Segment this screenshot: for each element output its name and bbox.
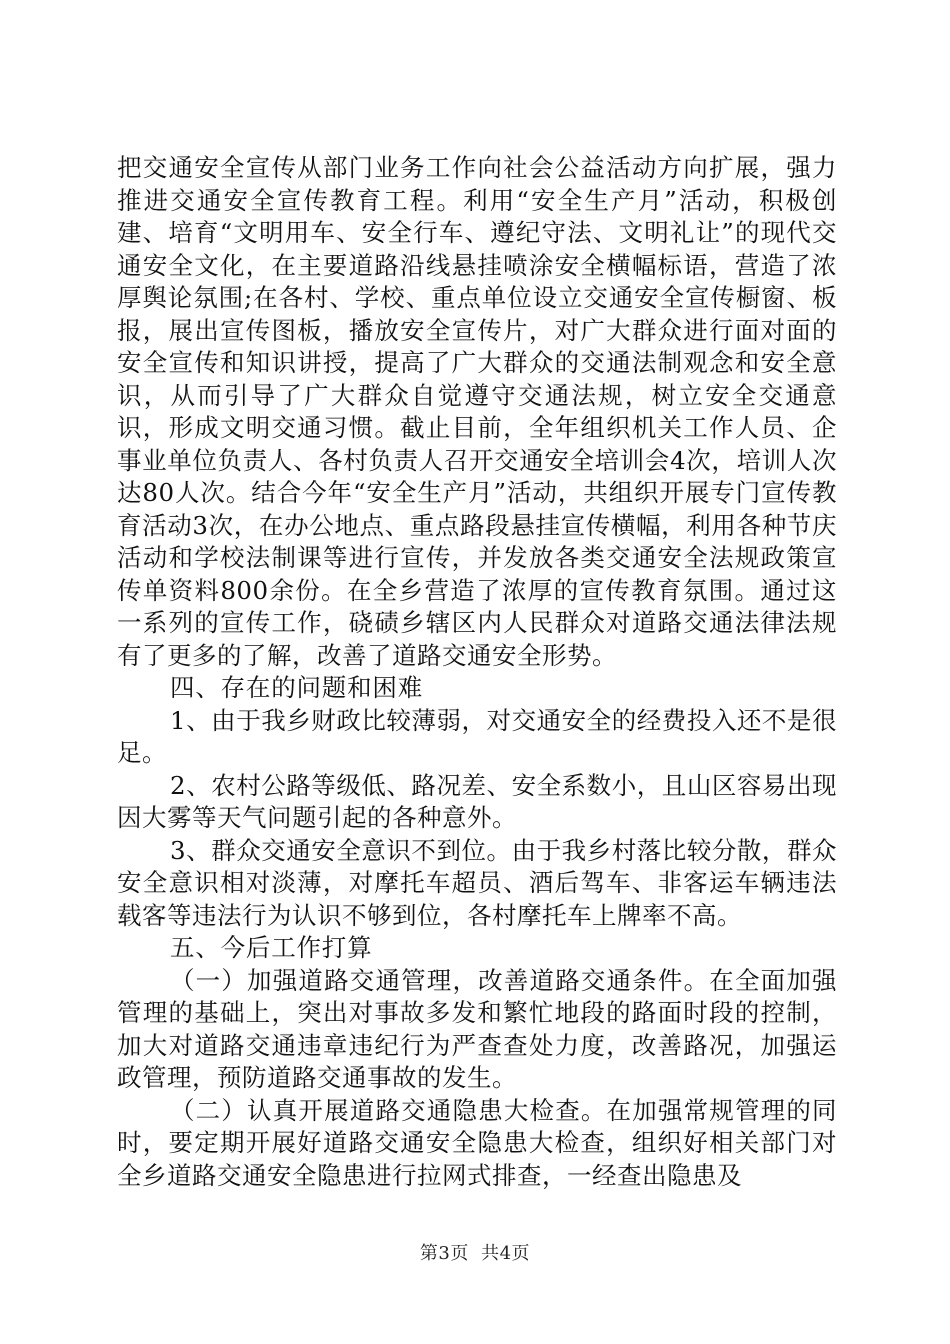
section-heading-plans: 五、今后工作打算 [170, 933, 373, 962]
document-body [117, 152, 837, 1192]
page-number-current: 第3页 [419, 1243, 469, 1264]
list-item-problem-1: 1、由于我乡财政比较薄弱，对交通安全的经费投入还不是很足。 [117, 705, 837, 767]
list-item-plan-1: （一）加强道路交通管理，改善道路交通条件。在全面加强管理的基础上，突出对事故多发和繁忙地段的路面时段的控制，加大对道路交通违章违纪行为严查查处力度，改善路况，加强运政管理，预防道路交通事故的发生。 [117, 965, 837, 1092]
list-item-problem-2: 2、农村公路等级低、路况差、安全系数小，且山区容易出现因大雾等天气问题引起的各种意外。 [117, 770, 837, 832]
list-item-plan-2: （二）认真开展道路交通隐患大检查。在加强常规管理的同时，要定期开展好道路交通安全隐患大检查，组织好相关部门对全乡道路交通安全隐患进行拉网式排查，一经查出隐患及 [117, 1095, 837, 1190]
list-item-problem-3: 3、群众交通安全意识不到位。由于我乡村落比较分散，群众安全意识相对淡薄，对摩托车超员、酒后驾车、非客运车辆违法载客等违法行为认识不够到位，各村摩托车上牌率不高。 [117, 835, 837, 930]
paragraph-publicity: 把交通安全宣传从部门业务工作向社会公益活动方向扩展，强力推进交通安全宣传教育工程。利用“安全生产月”活动，积极创建、培育“文明用车、安全行车、遵纪守法、文明礼让”的现代交通安全文化，在主要道路沿线悬挂喷涂安全横幅标语，营造了浓厚舆论氛围;在各村、学校、重点单位设立交通安全宣传橱窗、板报，展出宣传图板，播放安全宣传片，对广大群众进行面对面的安全宣传和知识讲授，提高了广大群众的交通法制观念和安全意识，从而引导了广大群众自觉遵守交通法规，树立安全交通意识，形成文明交通习惯。截止目前，全年组织机关工作人员、企事业单位负责人、各村负责人召开交通安全培训会4次，培训人次达80人次。结合今年“安全生产月”活动，共组织开展专门宣传教育活动3次，在办公地点、重点路段悬挂宣传横幅，利用各种节庆活动和学校法制课等进行宣传，并发放各类交通安全法规政策宣传单资料800余份。在全乡营造了浓厚的宣传教育氛围。通过这一系列的宣传工作，硗碛乡辖区内人民群众对道路交通法律法规有了更多的了解，改善了道路交通安全形势。 [117, 153, 837, 670]
section-heading-problems: 四、存在的问题和困难 [170, 673, 423, 702]
page-footer [0, 1239, 950, 1265]
page-number-total: 共4页 [481, 1243, 531, 1264]
